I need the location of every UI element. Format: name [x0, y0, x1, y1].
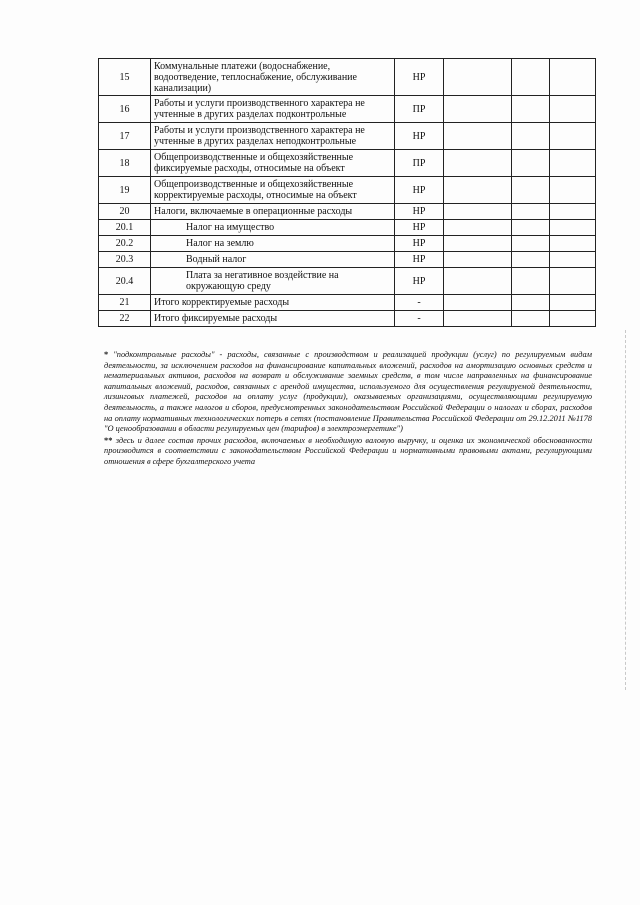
- row-empty-cell: [512, 268, 550, 295]
- row-empty-cell: [512, 96, 550, 123]
- footnote-1-text: "подконтрольные расходы" - расходы, связанные с производством и реализацией продукции (услуг) по регулируемым видам деятельности, за исключением расходов на финансирование капитальных вложений, расходов на амортизацию основных средств и нематериальных активов, расходов на возврат и обслуживание заемных средств, в том числе направленных на финансирование капитальных вложений, расходов, связанных с арендой имущества, используемого для осуществления регулируемой деятельности, лизинговых платежей, расходов на оплату услуг (продукции), оказываемых организациями, осуществляющими регулируемую деятельность, а также налогов и сборов, предусмотренных законодательством Российской Федерации о налогах и сборах, расходов на оплату нормативных технологических потерь в сетях (постановление Правительства Российской Федерации от 29.12.2011 №1178 "О ценообразовании в области регулируемых цен (тарифов) в электроэнергетике"): [104, 350, 593, 434]
- row-name: Работы и услуги производственного характера не учтенные в других разделах подконтрольные: [151, 96, 395, 123]
- row-empty-cell: [512, 177, 550, 204]
- row-empty-cell: [550, 236, 596, 252]
- row-empty-cell: [444, 295, 512, 311]
- row-number: 16: [99, 96, 151, 123]
- row-number: 19: [99, 177, 151, 204]
- row-name: Работы и услуги производственного характера не учтенные в других разделах неподконтрольные: [151, 123, 395, 150]
- table-row: [99, 220, 596, 236]
- footnote-2: [104, 436, 592, 468]
- row-empty-cell: [444, 268, 512, 295]
- row-name: Итого фиксируемые расходы: [151, 311, 395, 327]
- footnotes: [104, 350, 592, 469]
- row-number: 20.3: [99, 252, 151, 268]
- table-row: [99, 96, 596, 123]
- row-number: 15: [99, 59, 151, 96]
- row-empty-cell: [512, 204, 550, 220]
- row-code: НР: [395, 236, 444, 252]
- row-code: НР: [395, 59, 444, 96]
- row-empty-cell: [444, 236, 512, 252]
- row-empty-cell: [550, 220, 596, 236]
- row-name: Плата за негативное воздействие на окружающую среду: [151, 268, 395, 295]
- table-row: [99, 123, 596, 150]
- row-empty-cell: [444, 220, 512, 236]
- row-number: 20.4: [99, 268, 151, 295]
- row-name: Общепроизводственные и общехозяйственные фиксируемые расходы, относимые на объект: [151, 150, 395, 177]
- row-empty-cell: [550, 295, 596, 311]
- row-empty-cell: [512, 123, 550, 150]
- row-number: 20.2: [99, 236, 151, 252]
- row-code: НР: [395, 177, 444, 204]
- row-empty-cell: [550, 150, 596, 177]
- row-empty-cell: [550, 252, 596, 268]
- row-code: НР: [395, 252, 444, 268]
- row-name: Общепроизводственные и общехозяйственные корректируемые расходы, относимые на объект: [151, 177, 395, 204]
- row-empty-cell: [550, 204, 596, 220]
- row-name: Налог на имущество: [151, 220, 395, 236]
- row-code: НР: [395, 220, 444, 236]
- row-number: 20.1: [99, 220, 151, 236]
- row-empty-cell: [444, 150, 512, 177]
- row-empty-cell: [512, 59, 550, 96]
- row-empty-cell: [550, 59, 596, 96]
- table-row: [99, 295, 596, 311]
- table-row: [99, 311, 596, 327]
- row-empty-cell: [512, 252, 550, 268]
- footnote-1: [104, 350, 592, 435]
- footnote-2-text: здесь и далее состав прочих расходов, включаемых в необходимую валовую выручку, и оценка их экономической обоснованности производится в соответствии с законодательством Российской Федерации и нормативными правовыми актами, регулирующими отношения в сфере бухгалтерского учета: [104, 435, 593, 466]
- row-code: ПР: [395, 150, 444, 177]
- row-empty-cell: [550, 123, 596, 150]
- row-name: Водный налог: [151, 252, 395, 268]
- row-empty-cell: [444, 59, 512, 96]
- row-number: 17: [99, 123, 151, 150]
- row-number: 21: [99, 295, 151, 311]
- row-number: 22: [99, 311, 151, 327]
- row-code: НР: [395, 123, 444, 150]
- table-row: [99, 236, 596, 252]
- row-code: НР: [395, 268, 444, 295]
- row-empty-cell: [512, 311, 550, 327]
- row-name: Итого корректируемые расходы: [151, 295, 395, 311]
- row-empty-cell: [550, 96, 596, 123]
- row-empty-cell: [444, 252, 512, 268]
- row-empty-cell: [444, 204, 512, 220]
- row-empty-cell: [512, 236, 550, 252]
- table-row: [99, 252, 596, 268]
- table-row: [99, 150, 596, 177]
- expenses-table: [98, 58, 596, 327]
- row-empty-cell: [444, 177, 512, 204]
- footnote-2-mark: **: [104, 435, 113, 445]
- row-empty-cell: [444, 123, 512, 150]
- row-code: -: [395, 295, 444, 311]
- row-empty-cell: [512, 150, 550, 177]
- row-number: 20: [99, 204, 151, 220]
- row-empty-cell: [550, 311, 596, 327]
- row-code: -: [395, 311, 444, 327]
- row-empty-cell: [512, 295, 550, 311]
- table-row: [99, 204, 596, 220]
- footnote-1-mark: *: [104, 350, 109, 359]
- row-empty-cell: [444, 311, 512, 327]
- table-row: [99, 268, 596, 295]
- scan-margin-line: [624, 330, 626, 690]
- expenses-table-body: [99, 59, 596, 327]
- row-empty-cell: [512, 220, 550, 236]
- row-empty-cell: [550, 177, 596, 204]
- row-name: Налоги, включаемые в операционные расходы: [151, 204, 395, 220]
- row-empty-cell: [444, 96, 512, 123]
- table-row: [99, 177, 596, 204]
- row-code: НР: [395, 204, 444, 220]
- row-name: Коммунальные платежи (водоснабжение, водоотведение, теплоснабжение, обслуживание канализации): [151, 59, 395, 96]
- row-number: 18: [99, 150, 151, 177]
- row-code: ПР: [395, 96, 444, 123]
- table-row: [99, 59, 596, 96]
- row-name: Налог на землю: [151, 236, 395, 252]
- row-empty-cell: [550, 268, 596, 295]
